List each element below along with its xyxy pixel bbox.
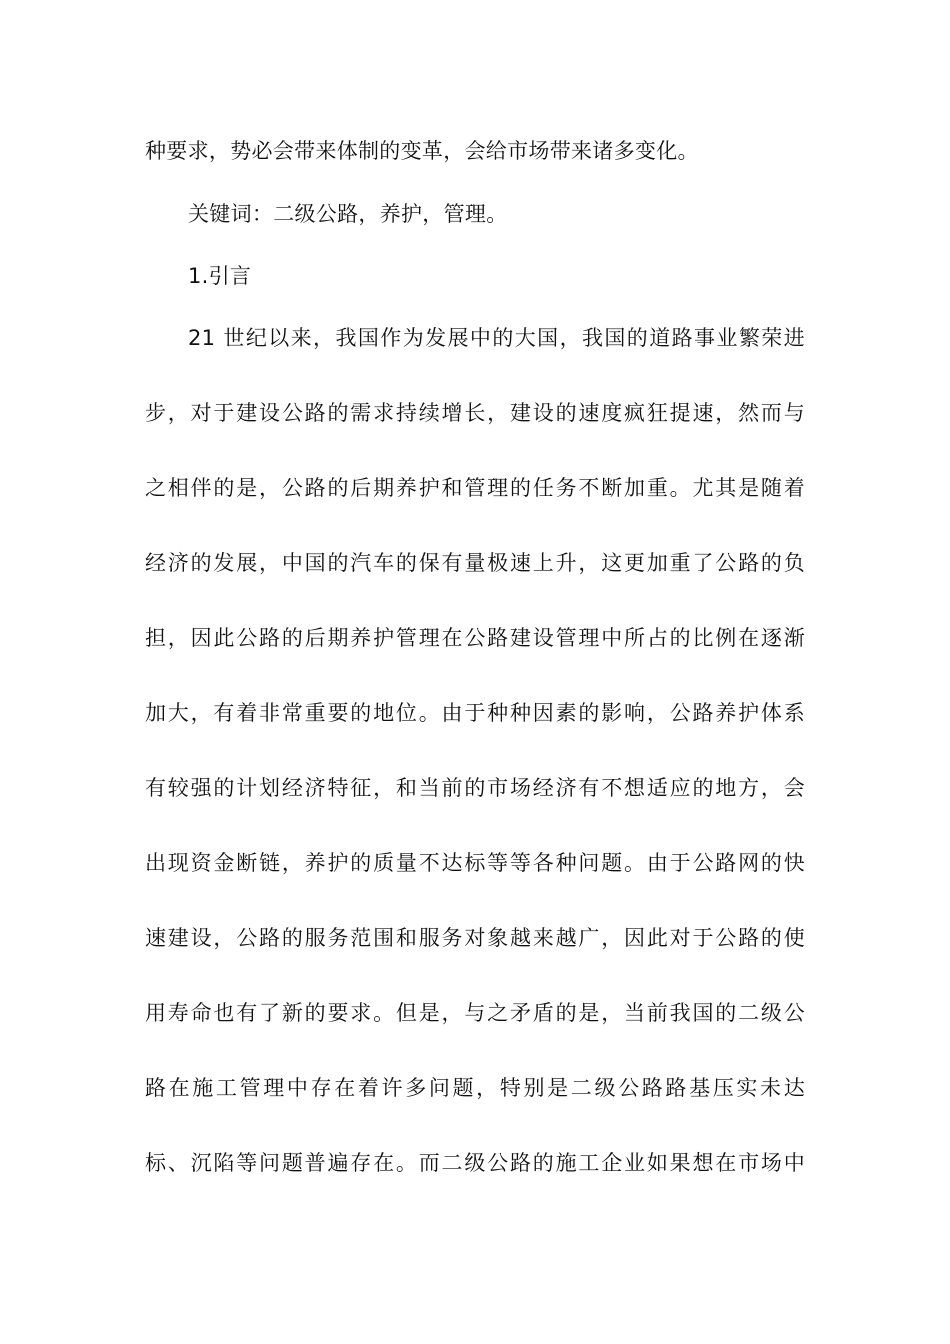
body-line: 标、沉陷等问题普遍存在。而二级公路的施工企业如果想在市场中: [145, 1151, 805, 1175]
body-line: 之相伴的是，公路的后期养护和管理的任务不断加重。尤其是随着: [145, 476, 805, 500]
body-line: 出现资金断链，养护的质量不达标等等各种问题。由于公路网的快: [145, 851, 805, 875]
intro-tail-line: 种要求，势必会带来体制的变革，会给市场带来诸多变化。: [145, 139, 699, 163]
body-line: 速建设，公路的服务范围和服务对象越来越广，因此对于公路的使: [145, 926, 805, 950]
body-line: 有较强的计划经济特征，和当前的市场经济有不想适应的地方，会: [145, 776, 805, 800]
body-line: 经济的发展，中国的汽车的保有量极速上升，这更加重了公路的负: [145, 551, 805, 575]
keywords-line: 关键词：二级公路，养护，管理。: [188, 202, 508, 226]
body-line: 加大，有着非常重要的地位。由于种种因素的影响，公路养护体系: [145, 701, 805, 725]
body-line: 用寿命也有了新的要求。但是，与之矛盾的是，当前我国的二级公: [145, 1001, 805, 1025]
section-heading: 1.引言: [188, 264, 252, 288]
body-line: 路在施工管理中存在着许多问题，特别是二级公路路基压实未达: [145, 1076, 805, 1100]
body-line: 担，因此公路的后期养护管理在公路建设管理中所占的比例在逐渐: [145, 626, 805, 650]
body-line: 21 世纪以来，我国作为发展中的大国，我国的道路事业繁荣进: [188, 326, 805, 350]
body-line: 步，对于建设公路的需求持续增长，建设的速度疯狂提速，然而与: [145, 401, 805, 425]
